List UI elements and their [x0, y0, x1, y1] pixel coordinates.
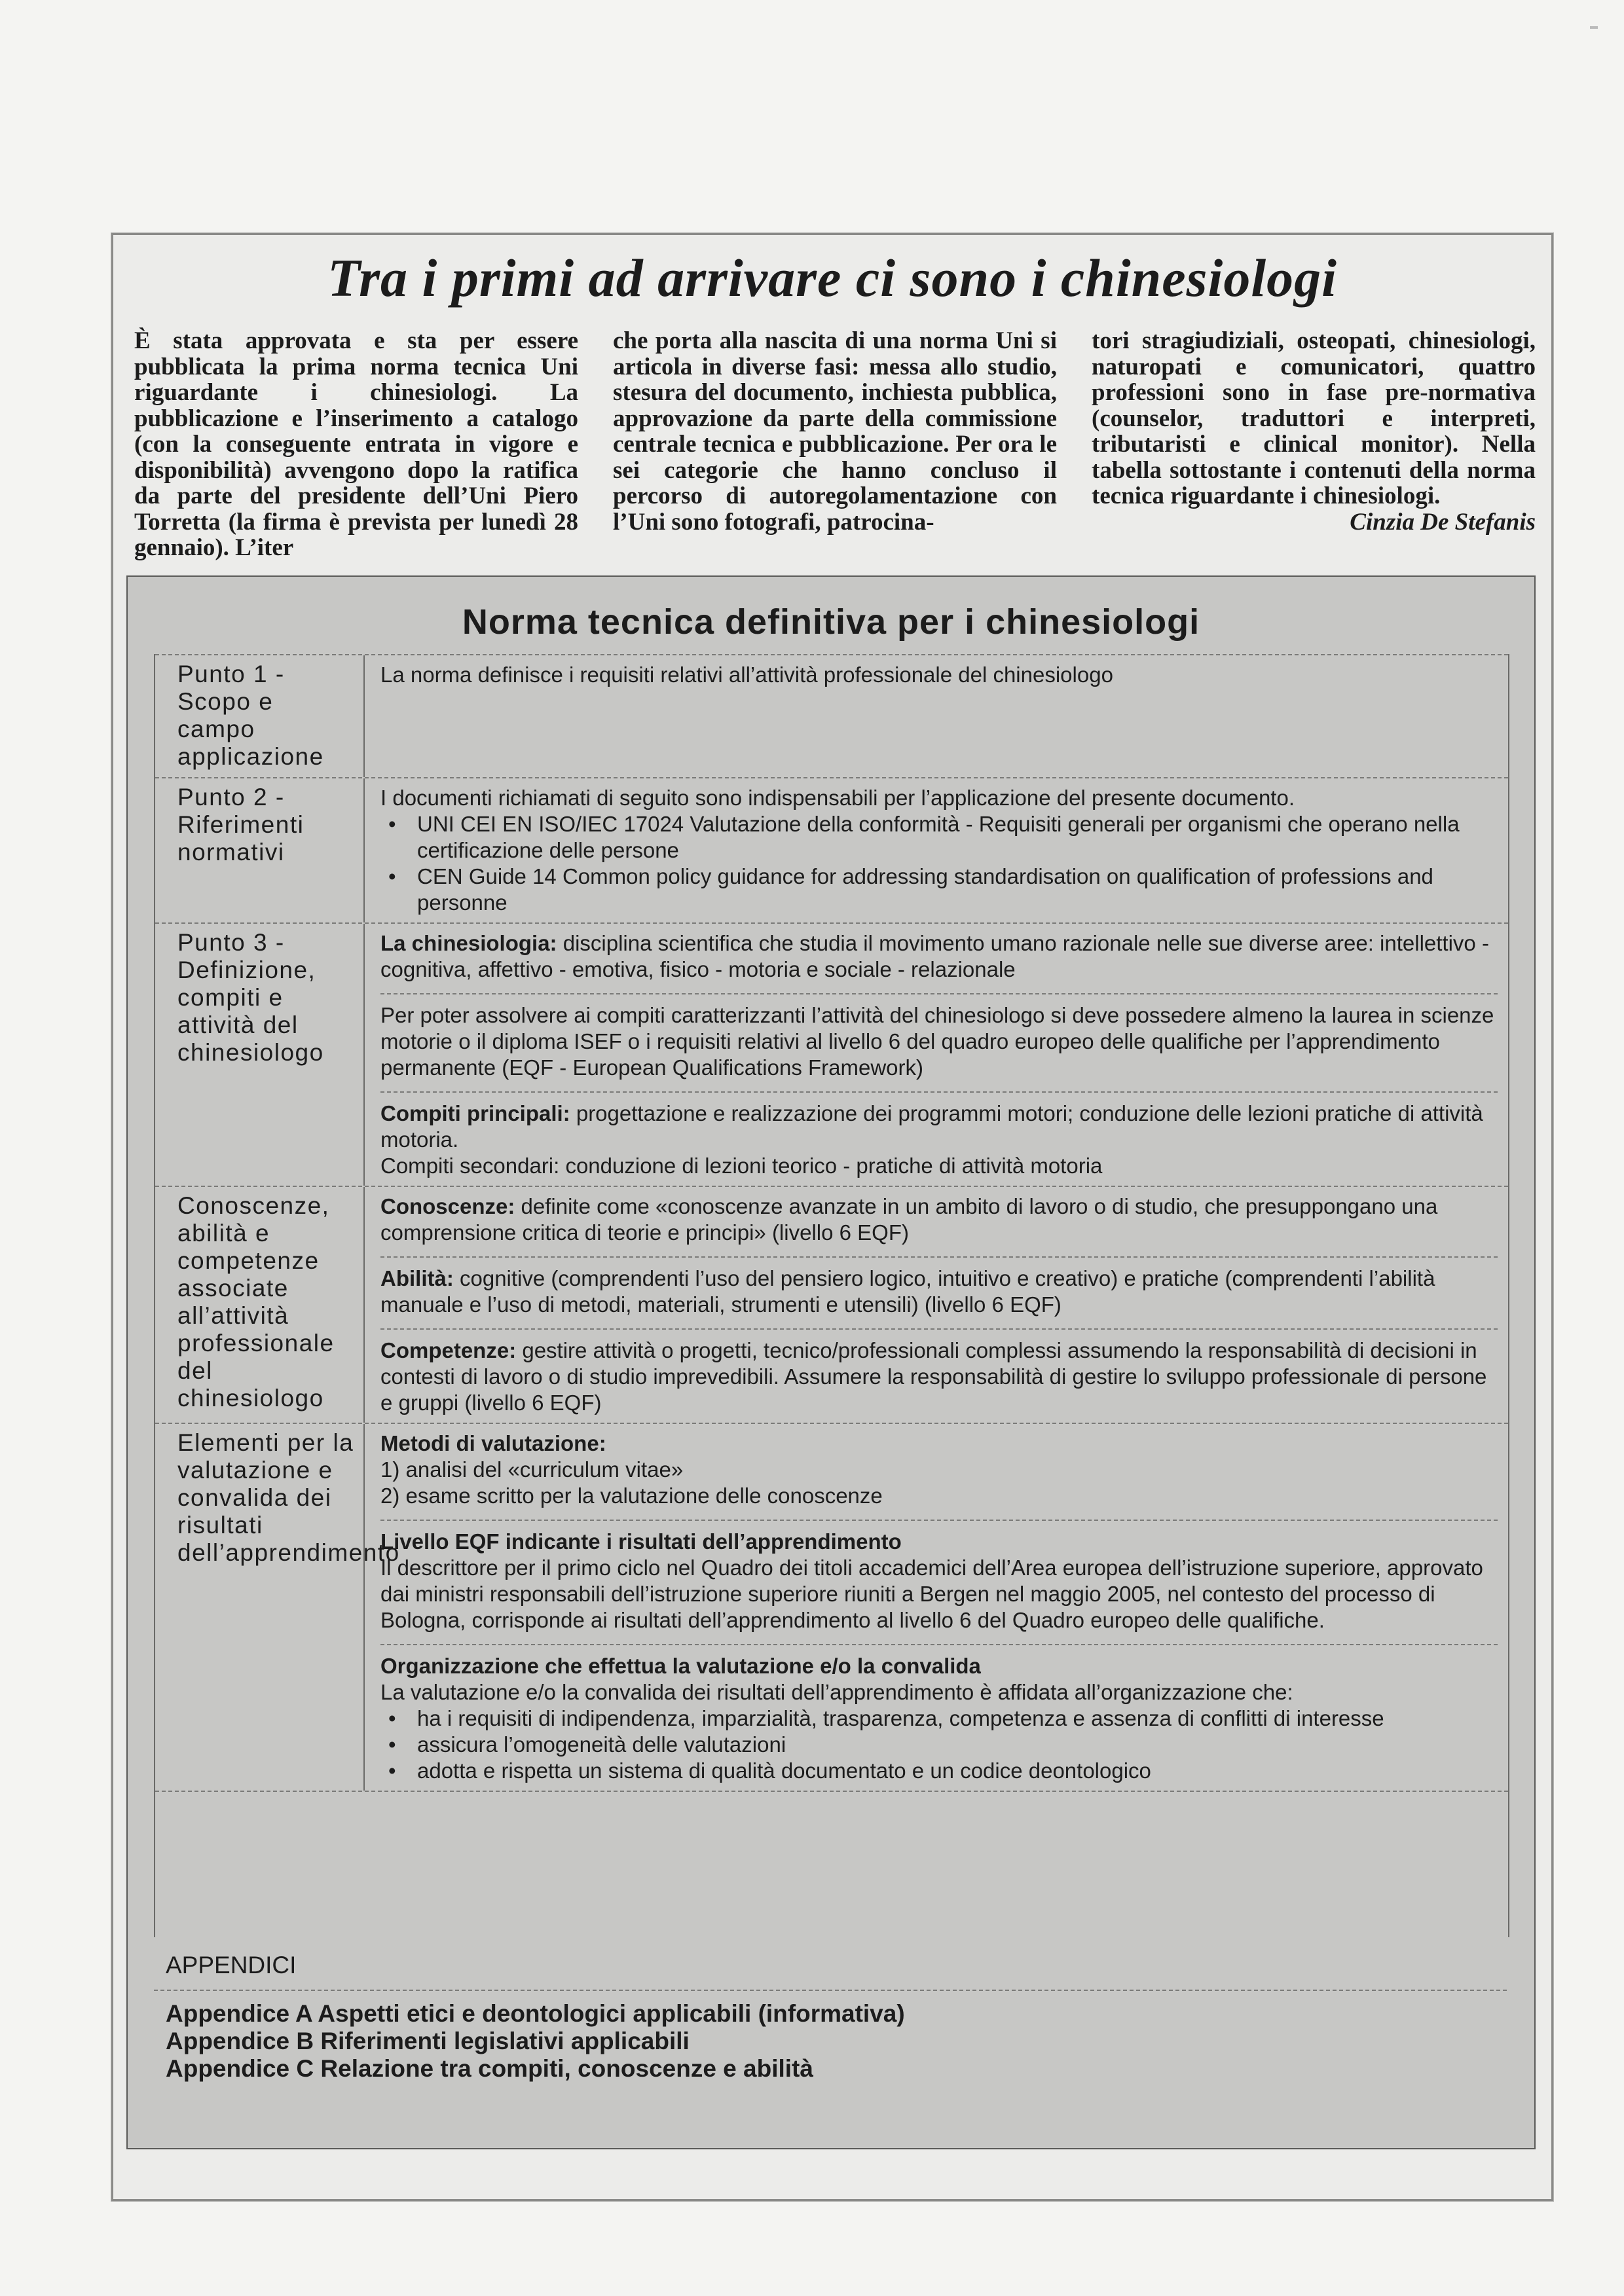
table-row [155, 654, 1508, 777]
method-item: 1) analisi del «curriculum vitae» [380, 1457, 684, 1482]
article-column-1-text: È stata approvata e sta per essere pubblicata la prima norma tecnica Uni riguardante i chinesiologi. La pubblicazione e l’inserimento a catalogo (con la conseguente entrata in vigore e disponibilità) avvengono dopo la ratifica da parte del presidente dell’Uni Piero Torretta (la firma è prevista per lunedì 28 gennaio). L’iter [134, 327, 578, 561]
organization-list [380, 1705, 1498, 1784]
knowledge-block [380, 1194, 1498, 1256]
norm-table-title: Norma tecnica definitiva per i chinesiologi [462, 602, 1200, 642]
appendices-section [154, 1942, 1507, 2083]
row-label: Elementi per la valutazione e convalida dei risultati dell’apprendimento [155, 1424, 365, 1791]
methods-block [380, 1430, 1498, 1520]
norm-table-box [126, 575, 1536, 2149]
row-content [365, 1424, 1508, 1791]
main-tasks-term: Compiti principali: [380, 1101, 570, 1125]
eqf-text: Il descrittore per il primo ciclo nel Quadro dei titoli accademici dell’Area europea dell’istruzione superiore, approvato dai ministri responsabili dell’istruzione superiore riuniti a Bergen nel maggio 2005, nel contesto del processo di Bologna, corrisponde ai risultati dell’apprendimento al livello 6 del Quadro europeo delle qualifiche. [380, 1556, 1483, 1632]
methods-title: Metodi di valutazione: [380, 1431, 606, 1455]
row-label: Punto 3 - Definizione, compiti e attività del chinesiologo [155, 924, 365, 1186]
list-item: • CEN Guide 14 Common policy guidance for addressing standardisation on qualification of professions and personne [417, 864, 1498, 916]
row-content [365, 1187, 1508, 1423]
eqf-block [380, 1520, 1498, 1644]
reference-list [380, 811, 1498, 916]
appendix-b: Appendice B Riferimenti legislativi applicabili [166, 2028, 690, 2054]
competences-text [380, 1338, 1498, 1416]
list-item: • ha i requisiti di indipendenza, imparzialità, trasparenza, competenza e assenza di conflitti di interesse [417, 1705, 1498, 1732]
organization-intro: La valutazione e/o la convalida dei risultati dell’apprendimento è affidata all’organizzazione che: [380, 1680, 1293, 1704]
list-item: • UNI CEI EN ISO/IEC 17024 Valutazione della conformità - Requisiti generali per organismi che operano nella certificazione delle persone [417, 811, 1498, 864]
article-author: Cinzia De Stefanis [1350, 508, 1536, 536]
main-tasks-body: progettazione e realizzazione dei programmi motori; conduzione delle lezioni pratiche di attività motoria. [380, 1101, 1483, 1152]
article-title: Tra i primi ad arrivare ci sono i chinesiologi [327, 248, 1337, 308]
eqf-title: Livello EQF indicante i risultati dell’apprendimento [380, 1529, 902, 1554]
definition-term: La chinesiologia: [380, 931, 557, 955]
row-intro: I documenti richiamati di seguito sono indispensabili per l’applicazione del presente documento. [380, 786, 1295, 810]
newspaper-clipping [111, 233, 1553, 2201]
competences-body: gestire attività o progetti, tecnico/professionali complessi assumendo la responsabilità di decisioni in contesti di lavoro o di studio imprevedibili. Assumere la responsabilità di gestire lo sviluppo professionale di persone e gruppi (livello 6 EQF) [380, 1338, 1487, 1415]
skills-term: Abilità: [380, 1266, 454, 1290]
skills-body: cognitive (comprendenti l’uso del pensiero logico, intuitivo e creativo) e pratiche (comprendenti l’abilità manuale e l’uso di metodi, materiali, strumenti e utensili) (livello 6 EQF) [380, 1266, 1435, 1317]
method-item: 2) esame scritto per la valutazione delle conoscenze [380, 1484, 883, 1508]
knowledge-text [380, 1194, 1498, 1246]
row-text: La norma definisce i requisiti relativi all’attività professionale del chinesiologo [380, 663, 1113, 687]
article-column-2-text: che porta alla nascita di una norma Uni si articola in diverse fasi: messa allo studio, stesura del documento, inchiesta pubblica, approvazione da parte della commissione centrale tecnica e pubblicazione. Per ora le sei categorie che hanno concluso il percorso di autoregolamentazione con l’Uni sono fotografi, patrocina- [613, 327, 1057, 536]
requirements-text: Per poter assolvere ai compiti caratterizzanti l’attività del chinesiologo si deve possedere almeno la laurea in scienze motorie o il diploma ISEF o i requisiti relativi al livello 6 del quadro europeo delle qualifiche per l’apprendimento permanente (EQF - European Qualifications Framework) [380, 1003, 1494, 1080]
row-content [365, 778, 1508, 922]
knowledge-term: Conoscenze: [380, 1194, 515, 1218]
row-content [365, 924, 1508, 1186]
secondary-tasks: Compiti secondari: conduzione di lezioni teorico - pratiche di attività motoria [380, 1154, 1103, 1178]
table-row [155, 922, 1508, 1186]
scan-smudge [1590, 26, 1598, 29]
table-row [155, 1186, 1508, 1423]
table-row [155, 777, 1508, 922]
main-tasks [380, 1101, 1498, 1153]
competences-block [380, 1328, 1498, 1416]
appendix-c: Appendice C Relazione tra compiti, conoscenze e abilità [166, 2055, 813, 2082]
skills-block [380, 1256, 1498, 1328]
tasks-block [380, 1091, 1498, 1179]
organization-title: Organizzazione che effettua la valutazione e/o la convalida [380, 1654, 981, 1678]
row-content [365, 655, 1508, 777]
row-label: Punto 2 - Riferimenti normativi [155, 778, 365, 922]
appendices-list [154, 1991, 1507, 2083]
appendix-a: Appendice A Aspetti etici e deontologici applicabili (informativa) [166, 2000, 905, 2027]
norm-table [154, 654, 1509, 1937]
article-column-3-text: tori stragiudiziali, osteopati, chinesiologi, naturopati e comunicatori, quattro professioni sono in fase pre-normativa (counselor, traduttori e interpreti, tributaristi e clinical monitor). Nella tabella sottostante i contenuti della norma tecnica riguardante i chinesiologi. [1092, 327, 1536, 509]
row-label: Punto 1 - Scopo e campo applicazione [155, 655, 365, 777]
requirements-block [380, 993, 1498, 1091]
table-row [155, 1423, 1508, 1792]
definition-body: disciplina scientifica che studia il movimento umano razionale nelle sue diverse aree: intellettivo - cognitiva, affettivo - emotiva, fisico - motoria e sociale - relazionale [380, 931, 1489, 981]
list-item: • assicura l’omogeneità delle valutazioni [417, 1732, 1498, 1758]
definition-block [380, 930, 1498, 993]
row-label: Conoscenze, abilità e competenze associate all’attività professionale del chinesiologo [155, 1187, 365, 1423]
appendices-heading: APPENDICI [154, 1942, 1507, 1991]
organization-block [380, 1644, 1498, 1784]
list-item: • adotta e rispetta un sistema di qualità documentato e un codice deontologico [417, 1758, 1498, 1784]
skills-text [380, 1266, 1498, 1318]
definition-text [380, 930, 1498, 983]
competences-term: Competenze: [380, 1338, 517, 1362]
knowledge-body: definite come «conoscenze avanzate in un ambito di lavoro o di studio, che presuppongano una comprensione critica di teorie e principi» (livello 6 EQF) [380, 1194, 1438, 1245]
